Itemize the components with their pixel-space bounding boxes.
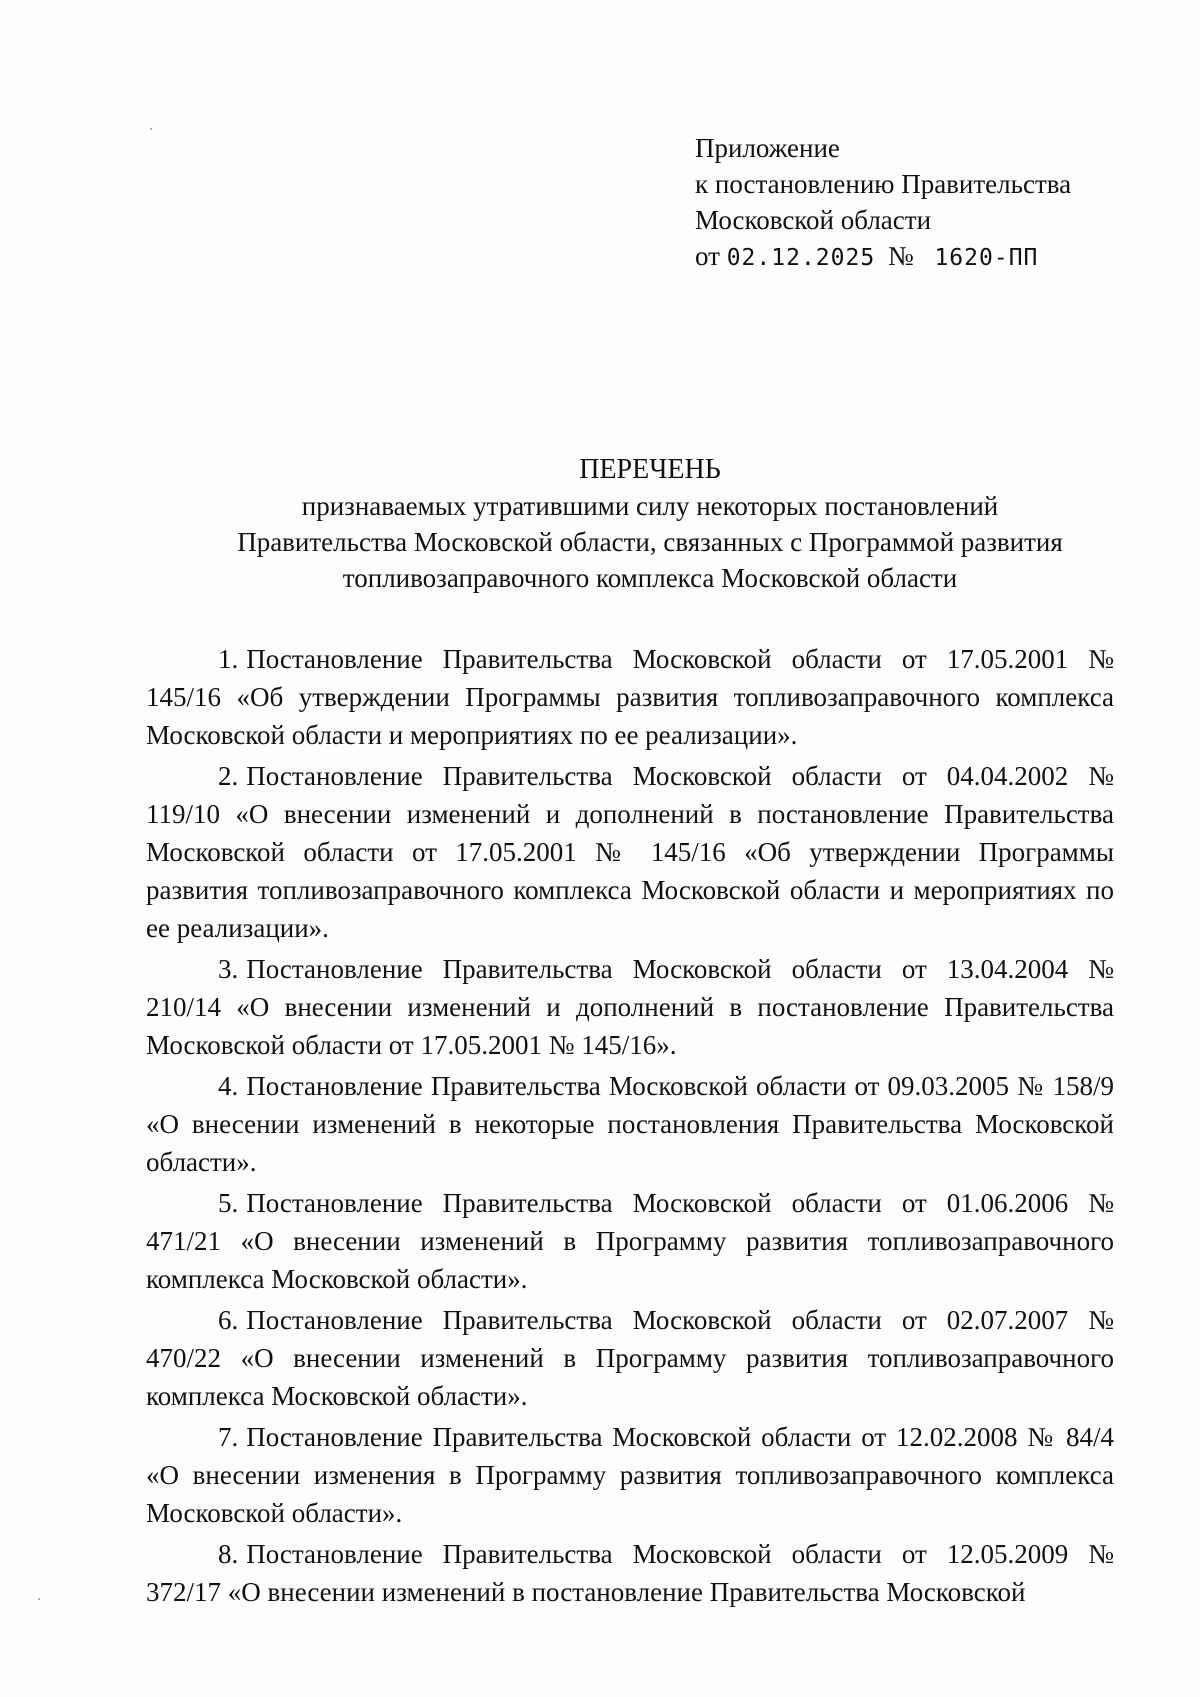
list-item xyxy=(146,640,1114,754)
list-item-text: Постановление Правительства Московской области от 12.05.2009 № 372/17 «О внесении изменений в постановление Правительства Московской xyxy=(146,1539,1114,1607)
list-item xyxy=(146,950,1114,1064)
appendix-number-sign: № xyxy=(887,241,914,271)
resolution-list xyxy=(146,640,1114,1614)
list-item-number: 1. xyxy=(218,644,239,674)
appendix-resolution-ref: к постановлению Правительства xyxy=(695,169,1072,199)
appendix-block xyxy=(695,130,1071,276)
heading-title: ПЕРЕЧЕНЬ xyxy=(579,454,721,485)
heading-subtitle: признаваемых утратившими силу некоторых постановлений Правительства Московской области, связанных с Программой развития топливозаправочного комплекса Московской области xyxy=(237,491,1063,593)
list-item-number: 7. xyxy=(218,1422,239,1452)
list-item xyxy=(146,1418,1114,1532)
list-item xyxy=(146,757,1114,947)
appendix-date: 02.12.2025 xyxy=(726,245,876,271)
appendix-label: Приложение xyxy=(695,133,840,163)
list-item-number: 8. xyxy=(218,1539,239,1569)
scan-speck xyxy=(150,128,152,130)
list-item xyxy=(146,1535,1114,1611)
document-heading xyxy=(120,452,1180,596)
list-item-text: Постановление Правительства Московской области от 09.03.2005 № 158/9 «О внесении изменений в некоторые постановления Правительства Московской области». xyxy=(146,1071,1114,1177)
list-item-text: Постановление Правительства Московской области от 02.07.2007 № 470/22 «О внесении изменений в Программу развития топливозаправочного комплекса Московской области». xyxy=(146,1305,1114,1411)
list-item-text: Постановление Правительства Московской области от 17.05.2001 № 145/16 «Об утверждении Программы развития топливозаправочного комплекса Московской области и мероприятиях по ее реализации». xyxy=(146,644,1114,750)
list-item xyxy=(146,1184,1114,1298)
list-item-number: 5. xyxy=(218,1188,239,1218)
list-item-number: 2. xyxy=(218,761,239,791)
list-item-number: 4. xyxy=(218,1071,239,1101)
appendix-date-number-line xyxy=(695,238,1071,276)
list-item-text: Постановление Правительства Московской области от 13.04.2004 № 210/14 «О внесении изменений и дополнений в постановление Правительства Московской области от 17.05.2001 № 145/16». xyxy=(146,954,1114,1060)
list-item-text: Постановление Правительства Московской области от 12.02.2008 № 84/4 «О внесении изменения в Программу развития топливозаправочного комплекса Московской области». xyxy=(146,1422,1114,1528)
list-item-text: Постановление Правительства Московской области от 04.04.2002 № 119/10 «О внесении изменений и дополнений в постановление Правительства Московской области от 17.05.2001 № 145/16 «Об утверждении Программы развития топливозаправочного комплекса Московской области и мероприятиях по ее реализации». xyxy=(146,761,1114,943)
appendix-from-label: от xyxy=(695,241,720,271)
list-item-number: 6. xyxy=(218,1305,239,1335)
list-item-number: 3. xyxy=(218,954,239,984)
list-item-text: Постановление Правительства Московской области от 01.06.2006 № 471/21 «О внесении изменений в Программу развития топливозаправочного комплекса Московской области». xyxy=(146,1188,1114,1294)
scan-speck xyxy=(38,1598,40,1600)
list-item xyxy=(146,1067,1114,1181)
appendix-number: 1620-ПП xyxy=(934,245,1039,271)
list-item xyxy=(146,1301,1114,1415)
appendix-region: Московской области xyxy=(695,205,932,235)
